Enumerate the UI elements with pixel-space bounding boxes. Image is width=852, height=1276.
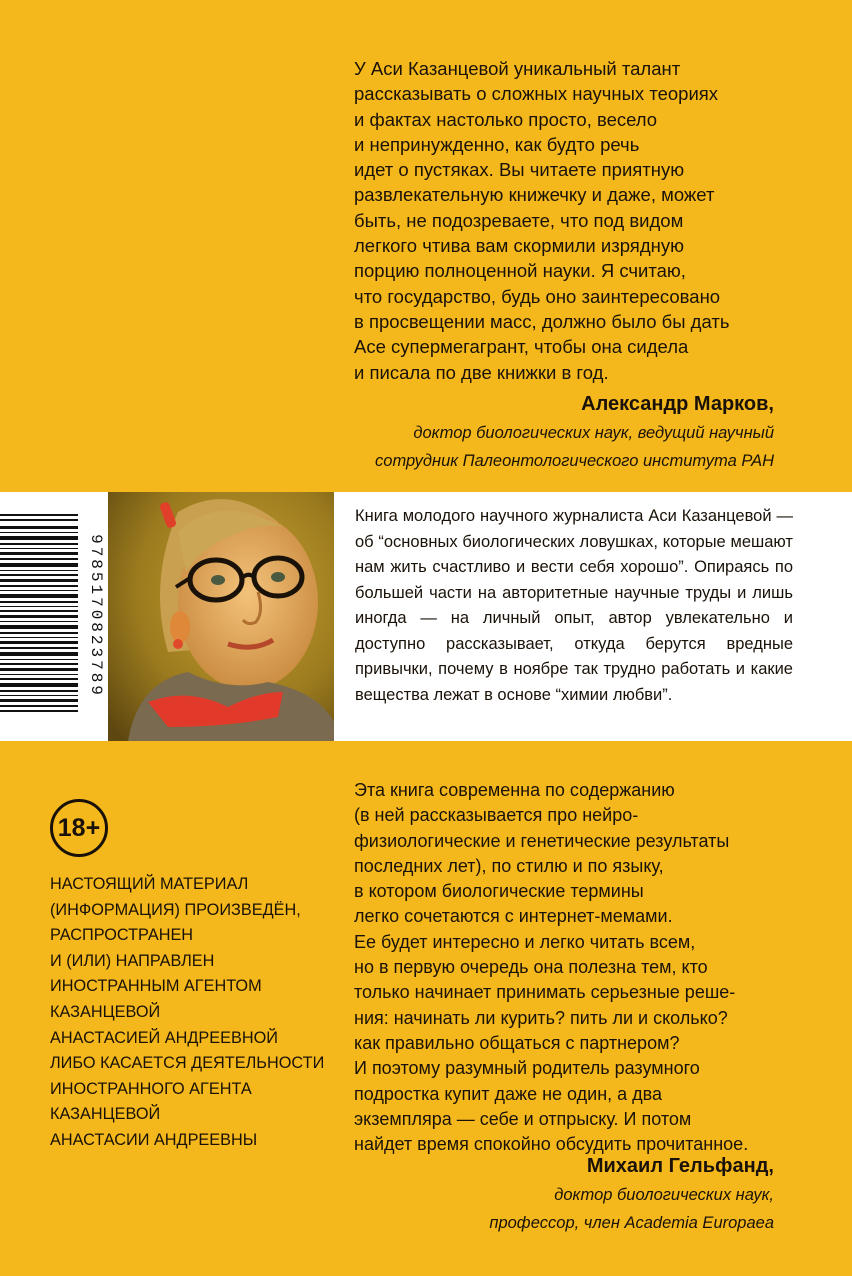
quote-line: У Аси Казанцевой уникальный талант (354, 58, 681, 79)
author-credentials: доктор биологических наук, ведущий научный (413, 424, 774, 442)
quote-line: Асе супермегагрант, чтобы она сидела (354, 336, 689, 358)
notice-line: ЛИБО КАСАЕТСЯ ДЕЯТЕЛЬНОСТИ (50, 1054, 325, 1073)
notice-line: РАСПРОСТРАНЕН (50, 926, 194, 945)
author-credentials: профессор, член Academia Europaea (489, 1214, 774, 1232)
quote-line: порцию полноценной науки. Я считаю, (354, 260, 686, 282)
author-credentials: сотрудник Палеонтологического института РАН (375, 452, 774, 470)
notice-line: (ИНФОРМАЦИЯ) ПРОИЗВЕДЁН, (50, 900, 301, 919)
notice-line: НАСТОЯЩИЙ МАТЕРИАЛ (50, 875, 249, 893)
quote-line: последних лет), по стилю и по языку, (354, 855, 664, 876)
quote-line: физиологические и генетические результаты (354, 830, 730, 851)
notice-line: АНАСТАСИИ АНДРЕЕВНЫ (50, 1130, 258, 1149)
gelfand-attribution (489, 1153, 774, 1235)
quote-line: (в ней рассказывается про нейро- (354, 805, 639, 826)
quote-line: Эта книга современна по содержанию (354, 780, 675, 800)
quote-line: только начинает принимать серьезные реше- (354, 982, 736, 1003)
quote-line: идет о пустяках. Вы читаете приятную (354, 159, 685, 181)
notice-line: ИНОСТРАННЫМ АГЕНТОМ (50, 977, 262, 996)
age-rating-badge: 18+ (50, 799, 108, 857)
quote-line: как правильно общаться с партнером? (354, 1032, 680, 1053)
notice-line: И (ИЛИ) НАПРАВЛЕН (50, 951, 215, 970)
author-portrait-illustration (108, 492, 334, 741)
markov-attribution (375, 391, 774, 473)
quote-line: и непринужденно, как будто речь (354, 133, 640, 155)
isbn-digits: 9785170823789 (87, 534, 105, 698)
notice-line: ИНОСТРАННОГО АГЕНТА (50, 1079, 252, 1098)
author-credentials: доктор биологических наук, (554, 1186, 774, 1204)
notice-line: КАЗАНЦЕВОЙ (50, 1105, 161, 1124)
markov-quote (354, 56, 794, 385)
author-photo (108, 492, 334, 741)
quote-line: ния: начинать ли курить? пить ли и сколько? (354, 1007, 728, 1028)
author-name: Михаил Гельфанд, (586, 1155, 774, 1177)
quote-line: но в первую очередь она полезна тем, кто (354, 957, 708, 978)
quote-line: развлекательную книжечку и даже, может (354, 184, 715, 206)
quote-line: в просвещении масс, должно было бы дать (354, 310, 730, 332)
quote-line: И поэтому разумный родитель разумного (354, 1058, 700, 1079)
notice-line: АНАСТАСИЕЙ АНДРЕЕВНОЙ (50, 1028, 278, 1047)
quote-line: и фактах настолько просто, весело (354, 108, 658, 130)
quote-line: легкого чтива вам скормили изрядную (354, 235, 684, 257)
quote-line: и писала по две книжки в год. (354, 361, 609, 383)
foreign-agent-notice (50, 872, 350, 1154)
quote-line: легко сочетаются с интернет-мемами. (354, 906, 673, 927)
quote-line: рассказывать о сложных научных теориях (354, 83, 719, 105)
quote-line: подростка купит даже не один, а два (354, 1083, 663, 1104)
quote-line: найдет время спокойно обсудить прочитанное. (354, 1134, 749, 1155)
quote-line: Ее будет интересно и легко читать всем, (354, 931, 696, 952)
author-name: Александр Марков, (581, 393, 774, 415)
book-description: Книга молодого научного журналиста Аси Казанцевой — об “основных биологических ловушках, которые мешают нам жить счастливо и вести себя хорошо”. Опираясь по большей части на авторитетные научные труды и лишь иногда — на личный опыт, автор увлекательно и доступно рассказывает, откуда берутся вредные привычки, почему в ноябре так трудно работать и какие вещества лежат в основе “химии любви”. (355, 507, 793, 704)
quote-line: в котором биологические термины (354, 881, 644, 902)
gelfand-quote (354, 778, 804, 1157)
notice-line: КАЗАНЦЕВОЙ (50, 1002, 161, 1021)
quote-line: что государство, будь оно заинтересовано (354, 285, 721, 307)
quote-line: экземпляра — себе и отпрыску. И потом (354, 1108, 692, 1129)
quote-line: быть, не подозреваете, что под видом (354, 209, 684, 231)
